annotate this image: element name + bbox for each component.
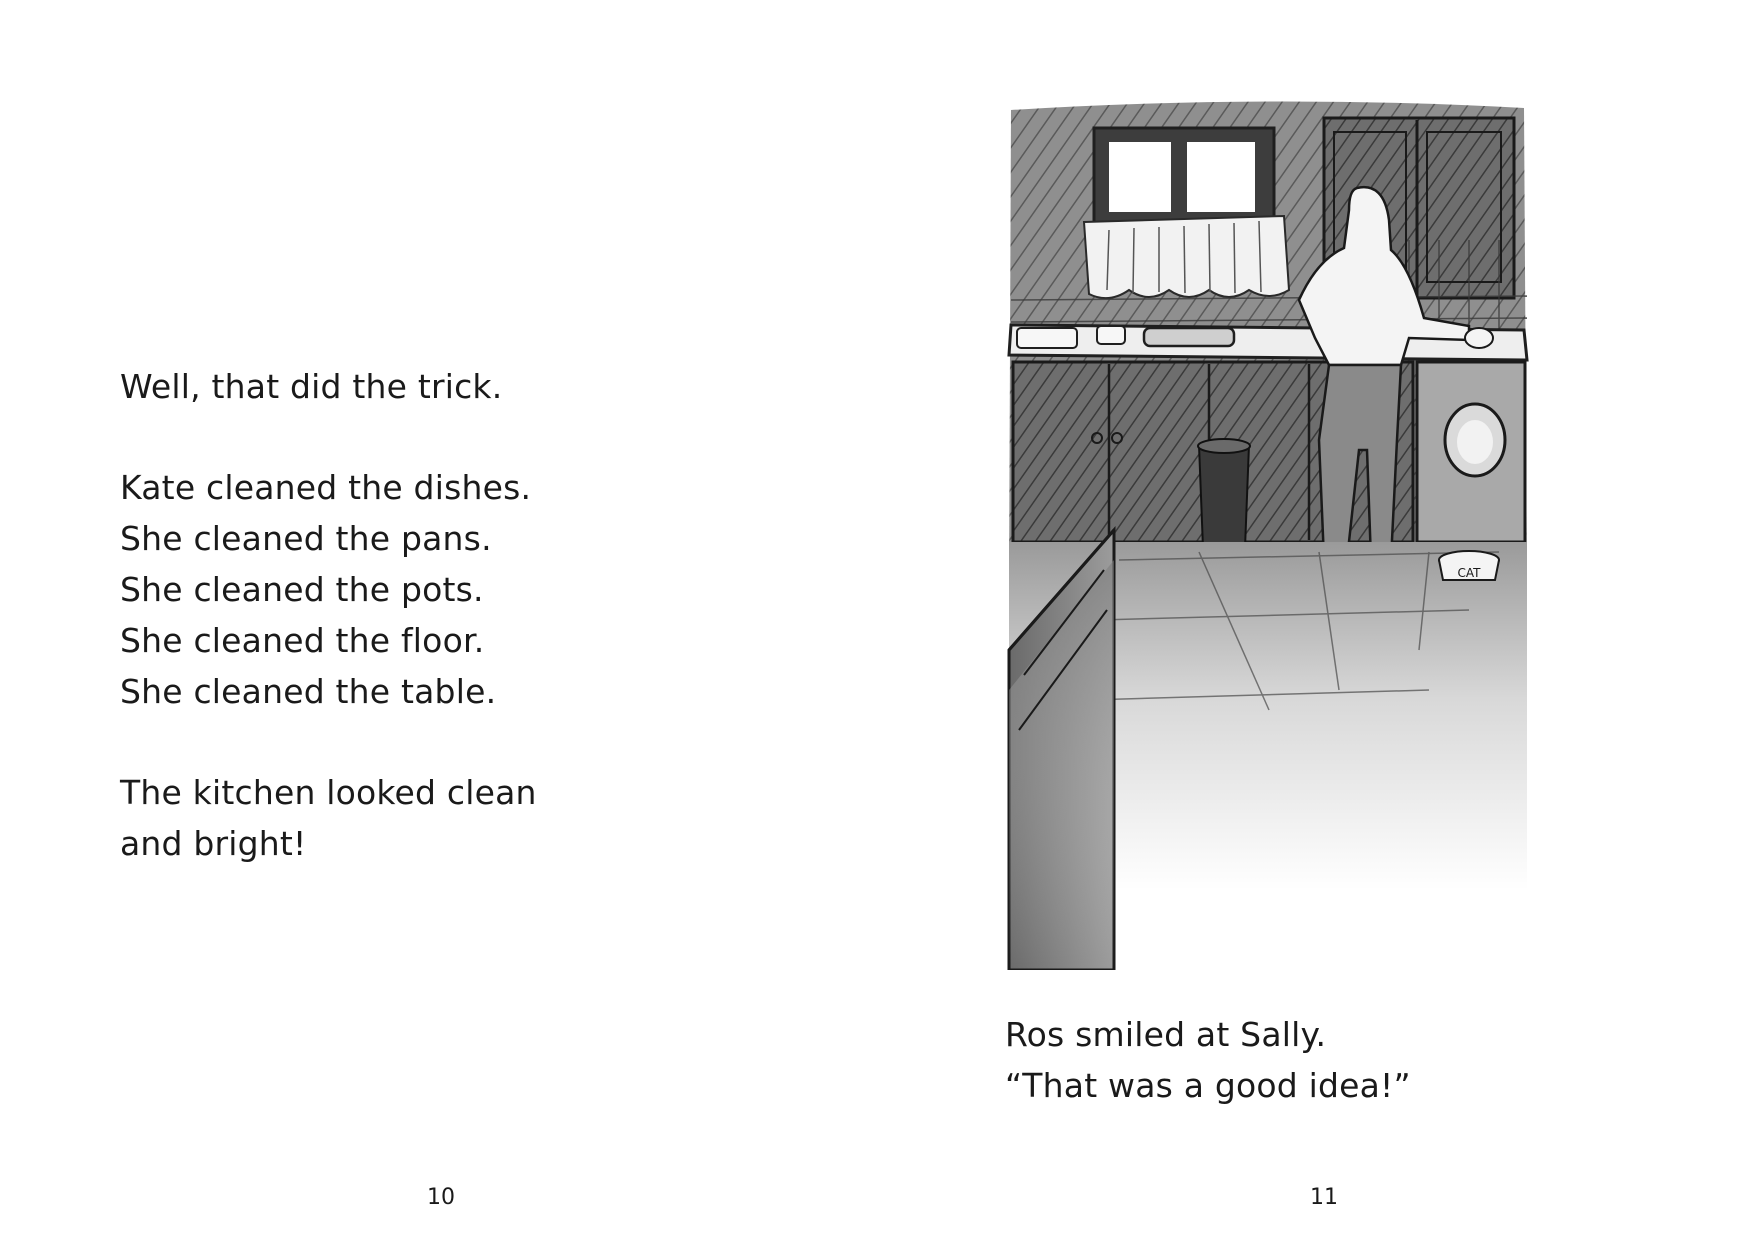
bowl-label: CAT xyxy=(1457,566,1481,580)
text-line: She cleaned the floor. xyxy=(120,621,485,660)
text-line: and bright! xyxy=(120,824,307,863)
text-line: Ros smiled at Sally. xyxy=(1005,1015,1327,1054)
page-number: 11 xyxy=(1310,1185,1338,1210)
text-line: The kitchen looked clean xyxy=(120,773,537,812)
right-page-text xyxy=(1005,1009,1411,1111)
text-line: Kate cleaned the dishes. xyxy=(120,468,532,507)
text-line: She cleaned the table. xyxy=(120,672,497,711)
kitchen-sketch-illustration xyxy=(999,90,1534,970)
text-line: “That was a good idea!” xyxy=(1005,1066,1411,1105)
text-line: She cleaned the pots. xyxy=(120,570,484,609)
text-line: She cleaned the pans. xyxy=(120,519,492,558)
page-number: 10 xyxy=(427,1185,455,1210)
left-page-text xyxy=(120,361,537,869)
right-page xyxy=(874,0,1748,1240)
text-line: Well, that did the trick. xyxy=(120,367,503,406)
paragraph-gap xyxy=(120,717,537,767)
paragraph-gap xyxy=(120,412,537,462)
